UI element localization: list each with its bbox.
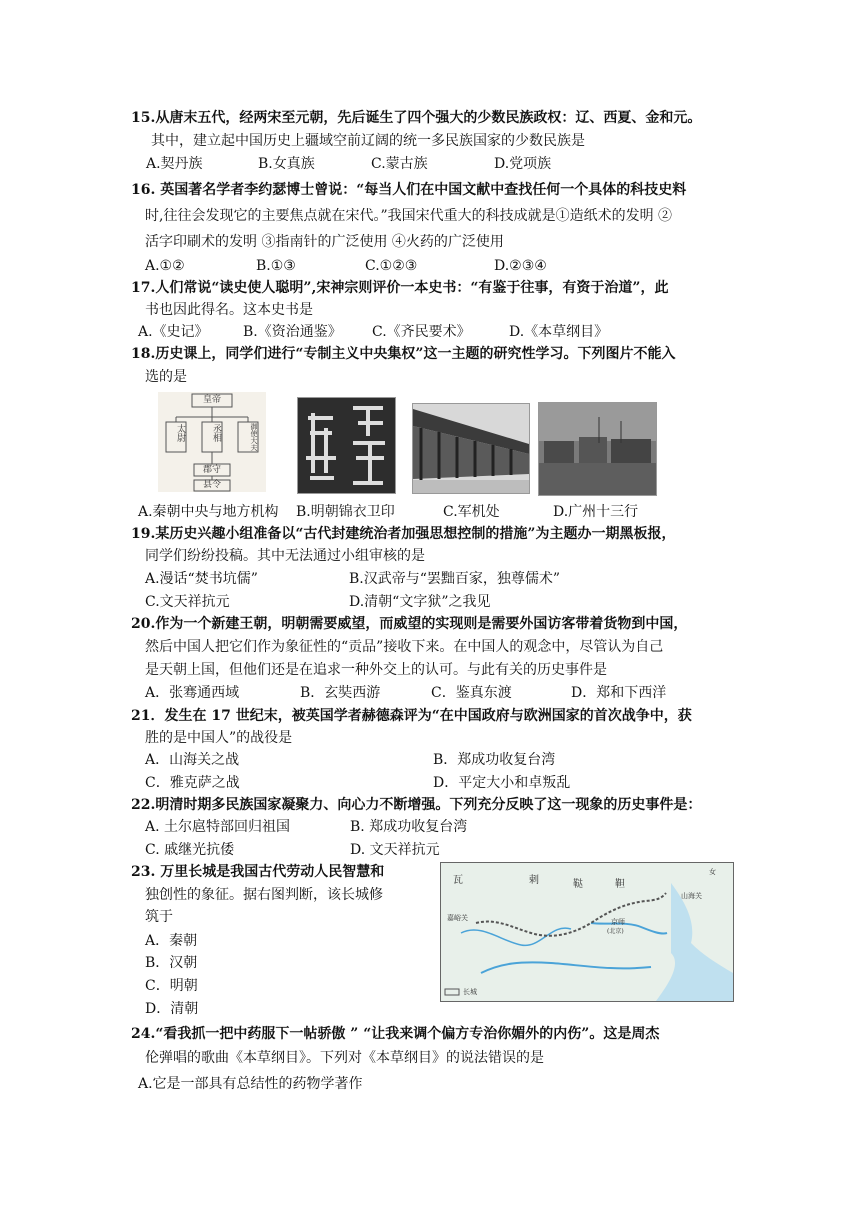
q22-option-c: C. 戚继光抗倭 [145,842,235,858]
q17-option-a: A.《史记》 [138,324,209,340]
q18-option-d: D.广州十三行 [553,504,639,520]
q23-option-a: A．秦朝 [145,933,198,949]
map-label-dan: 靼 [615,879,625,890]
q17-option-b: B.《资治通鉴》 [243,324,342,340]
diagram-xianling: 县令 [202,480,221,490]
q16-line-2: 时,往往会发现它的主要焦点就在宋代。”我国宋代重大的科技成就是①造纸术的发明 ② [145,208,673,224]
q23-line-2: 独创性的象征。据右图判断，该长城修 [145,887,383,903]
q17-option-c: C.《齐民要术》 [372,324,471,340]
q22-line-1: 22.明清时期多民族国家凝聚力、向心力不断增强。下列充分反映了这一现象的历史事件是： [131,797,702,813]
q23-line-3: 筑于 [145,909,173,925]
map-label-nv: 女 [709,868,716,876]
diagram-emperor: 皇帝 [202,395,221,405]
q15-line-1: 15.从唐末五代，经两宋至元朝，先后诞生了四个强大的少数民族政权：辽、西夏、金和元。 [131,110,702,126]
q21-option-a: A．山海关之战 [145,752,240,768]
q21-option-b: B．郑成功收复台湾 [433,752,556,768]
q17-line-2: 书也因此得名。这本史书是 [145,302,313,318]
junjichu-image [412,403,530,494]
q16-line-3: 活字印刷术的发明 ③指南针的广泛使用 ④火药的广泛使用 [145,234,504,250]
q24-line-2: 伦弹唱的歌曲《本草纲目》。下列对《本草纲目》的说法错误的是 [145,1050,544,1066]
q16-option-c: C.①②③ [365,258,418,274]
q22-option-d: D. 文天祥抗元 [350,842,440,858]
q21-option-d: D．平定大小和卓叛乱 [433,775,571,791]
map-label-wa: 瓦 [453,875,463,886]
map-label-da: 鞑 [573,879,583,890]
q20-line-2: 然后中国人把它们作为象征性的“贡品”接收下来。在中国人的观念中，尽管认为自己 [145,639,664,655]
map-label-la: 剌 [529,875,539,886]
seal-glyph-shapes [298,398,395,493]
great-wall-map [440,862,734,1002]
q23-option-b: B．汉朝 [145,955,198,971]
q19-option-b: B.汉武帝与“罢黜百家，独尊儒术” [349,571,561,587]
diagram-taiwei: 太尉 [175,424,185,442]
diagram-yushi: 御使大夫 [250,423,258,451]
q15-option-d: D.党项族 [494,156,552,172]
q21-option-c: C．雅克萨之战 [145,775,240,791]
q20-option-c: C．鉴真东渡 [431,685,512,701]
q21-line-2: 胜的是中国人”的战役是 [145,730,293,746]
q16-line-1: 16. 英国著名学者李约瑟博士曾说：“每当人们在中国文献中查找任何一个具体的科技史料 [131,182,687,198]
q19-option-d: D.清朝“文字狱”之我见 [349,594,491,610]
q21-line-1: 21．发生在 17 世纪末，被英国学者赫德森评为“在中国政府与欧洲国家的首次战争中，获 [131,708,692,724]
q15-option-a: A.契丹族 [146,156,203,172]
map-label-capital-note: (北京) [607,928,624,935]
q24-option-a: A.它是一部具有总结性的药物学著作 [138,1076,363,1092]
q18-option-b: B.明朝锦衣卫印 [296,504,395,520]
jinyiwei-seal-image [297,397,396,494]
q19-line-2: 同学们纷纷投稿。其中无法通过小组审核的是 [145,548,425,564]
q24-line-1: 24.“看我抓一把中药服下一帖骄傲 ” “让我来调个偏方专治你媚外的内伤”。这是周杰 [131,1026,660,1042]
q22-option-a: A. 土尔扈特部回归祖国 [145,819,291,835]
map-label-capital: 京师 [611,918,625,926]
map-shapes [441,863,733,1001]
map-legend-great-wall: 长城 [463,988,477,996]
q16-option-d: D.②③④ [494,258,547,274]
q20-option-b: B．玄奘西游 [300,685,381,701]
q19-option-a: A.漫话“焚书坑儒” [145,571,258,587]
q23-option-d: D．清朝 [145,1001,199,1017]
q17-line-1: 17.人们常说“读史使人聪明”,宋神宗则评价一本史书：“有鉴于往事，有资于治道”，此 [131,280,669,296]
q18-line-2: 选的是 [145,369,187,385]
q16-option-a: A.①② [145,258,185,274]
q15-option-b: B.女真族 [258,156,315,172]
junjichu-building-shapes [413,404,529,493]
guangzhou-thirteen-hongs-image [538,402,657,496]
q20-line-1: 20.作为一个新建王朝，明朝需要威望，而威望的实现则是需要外国访客带着货物到中国， [131,616,688,632]
hongs-photo-shapes [539,403,656,495]
q23-option-c: C．明朝 [145,978,198,994]
diagram-junshou: 郡守 [202,465,221,475]
map-label-shanhaiguan: 山海关 [681,892,702,900]
q18-option-c: C.军机处 [443,504,500,520]
qin-structure-diagram [158,392,266,492]
q19-line-1: 19.某历史兴趣小组准备以“古代封建统治者加强思想控制的措施”为主题办一期黑板报， [131,526,676,542]
q23-line-1: 23. 万里长城是我国古代劳动人民智慧和 [131,864,385,880]
q19-option-c: C.文天祥抗元 [145,594,230,610]
q22-option-b: B. 郑成功收复台湾 [350,819,468,835]
map-label-jiayuguan: 嘉峪关 [447,914,468,922]
q20-line-3: 是天朝上国，但他们还是在追求一种外交上的认可。与此有关的历史事件是 [145,662,607,678]
q15-option-c: C.蒙古族 [371,156,428,172]
q15-line-2: 其中，建立起中国历史上疆域空前辽阔的统一多民族国家的少数民族是 [151,133,585,149]
q20-option-d: D．郑和下西洋 [571,685,667,701]
q16-option-b: B.①③ [256,258,296,274]
diagram-chengxiang: 丞相 [211,424,221,442]
q17-option-d: D.《本草纲目》 [509,324,609,340]
q18-option-a: A.秦朝中央与地方机构 [138,504,279,520]
q18-line-1: 18.历史课上，同学们进行“专制主义中央集权”这一主题的研究性学习。下列图片不能入 [131,346,676,362]
q20-option-a: A．张骞通西域 [145,685,240,701]
